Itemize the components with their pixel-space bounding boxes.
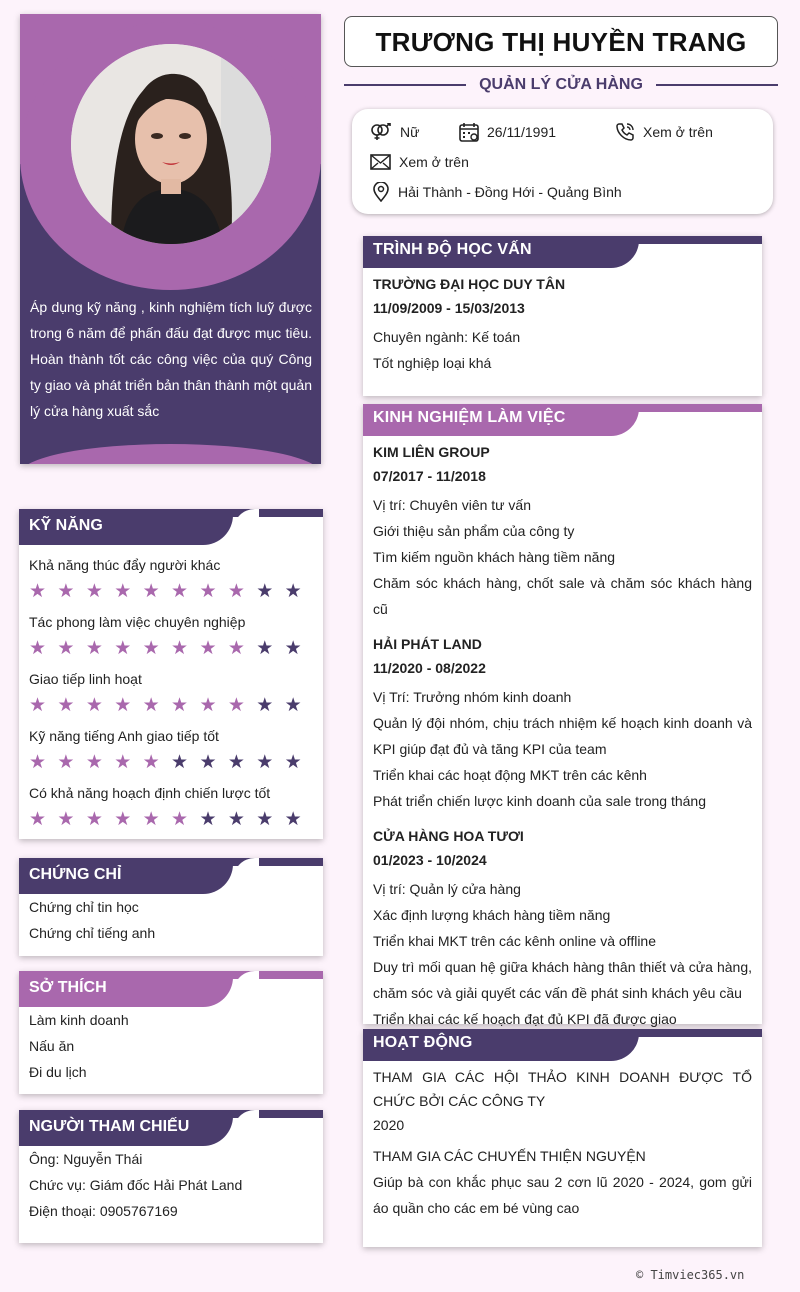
star-icon: ★: [29, 809, 47, 830]
position-row: [344, 74, 778, 96]
job-detail: Phát triển chiến lược kinh doanh của sale trong tháng: [373, 793, 706, 809]
school-name: TRƯỜNG ĐẠI HỌC DUY TÂN: [373, 276, 566, 292]
star-icon: ★: [57, 752, 75, 773]
references-title: NGƯỜI THAM CHIẾU: [29, 1118, 190, 1135]
skill-name: Kỹ năng tiếng Anh giao tiếp tốt: [29, 728, 219, 744]
job-detail: Giới thiệu sản phẩm của công ty: [373, 523, 575, 539]
star-icon: ★: [284, 695, 302, 716]
activities-title: HOẠT ĐỘNG: [373, 1034, 473, 1051]
star-icon: ★: [256, 581, 274, 602]
star-icon: ★: [114, 695, 132, 716]
star-icon: ★: [142, 809, 160, 830]
hobby-item: Làm kinh doanh: [29, 1012, 129, 1028]
education-detail: Tốt nghiệp loại khá: [373, 355, 492, 371]
star-icon: ★: [284, 581, 302, 602]
star-icon: ★: [142, 752, 160, 773]
job-dates: 01/2023 - 10/2024: [373, 852, 487, 868]
contact-address: [372, 181, 622, 203]
star-icon: ★: [85, 809, 103, 830]
job-detail: Vị trí: Chuyên viên tư vấn: [373, 497, 531, 513]
job-detail: Tìm kiếm nguồn khách hàng tiềm năng: [373, 549, 616, 565]
career-objective: Áp dụng kỹ năng , kinh nghiệm tích luỹ được trong 6 năm để phấn đấu đạt được mục tiêu. Hoàn thành tốt các công việc của quý Công ty giao và phát triển bản thân thành một quản lý cửa hàng xuất sắc: [30, 299, 312, 419]
references-section: [19, 1110, 323, 1243]
star-icon: ★: [256, 638, 274, 659]
skill-rating: [29, 810, 313, 830]
education-header: [363, 236, 762, 268]
job-detail: Triển khai các kế hoạch đạt đủ KPI đã được giao: [373, 1011, 677, 1027]
star-icon: ★: [199, 752, 217, 773]
education-section: [363, 236, 762, 396]
job-dates: 11/2020 - 08/2022: [373, 660, 486, 676]
job-detail: Vị trí: Quản lý cửa hàng: [373, 881, 521, 897]
skills-header: [19, 509, 323, 545]
star-icon: ★: [114, 752, 132, 773]
star-icon: ★: [227, 752, 245, 773]
star-icon: ★: [199, 638, 217, 659]
hobbies-title: SỞ THÍCH: [29, 979, 107, 996]
certificate-item: Chứng chỉ tin học: [29, 899, 139, 915]
contact-phone: [615, 121, 713, 143]
star-icon: ★: [284, 638, 302, 659]
star-icon: ★: [171, 752, 189, 773]
gender-value: Nữ: [400, 124, 420, 140]
education-dates: 11/09/2009 - 15/03/2013: [373, 300, 525, 316]
star-icon: ★: [227, 695, 245, 716]
experience-list: [363, 440, 762, 1032]
star-icon: ★: [142, 638, 160, 659]
star-icon: ★: [171, 695, 189, 716]
star-icon: ★: [284, 809, 302, 830]
job-company: HẢI PHÁT LAND: [373, 636, 482, 652]
job-detail: Duy trì mối quan hệ giữa khách hàng thân thiết và cửa hàng, chăm sóc và giải quyết các vấn đề phát sinh khách yêu cầu: [373, 959, 752, 1001]
star-icon: ★: [57, 581, 75, 602]
job-detail: Vị Trí: Trưởng nhóm kinh doanh: [373, 689, 572, 705]
education-title: TRÌNH ĐỘ HỌC VẤN: [373, 241, 532, 258]
skill-rating: [29, 582, 313, 602]
job-detail: Triển khai các hoạt động MKT trên các kênh: [373, 767, 647, 783]
star-icon: ★: [199, 581, 217, 602]
job-company: CỬA HÀNG HOA TƯƠI: [373, 828, 524, 844]
skills-list: [19, 545, 323, 830]
star-icon: ★: [85, 581, 103, 602]
star-icon: ★: [171, 638, 189, 659]
phone-value: Xem ở trên: [643, 124, 713, 140]
certificates-section: [19, 858, 323, 956]
certificates-header: [19, 858, 323, 894]
hobby-item: Đi du lịch: [29, 1064, 87, 1080]
star-icon: ★: [142, 695, 160, 716]
hobbies-section: [19, 971, 323, 1094]
avatar-photo-icon: [71, 44, 271, 244]
skill-rating: [29, 696, 313, 716]
star-icon: ★: [227, 809, 245, 830]
star-icon: ★: [57, 809, 75, 830]
experience-section: [363, 404, 762, 1027]
skill-name: Có khả năng hoạch định chiến lược tốt: [29, 785, 271, 801]
email-icon: [370, 154, 391, 170]
certificate-item: Chứng chỉ tiếng anh: [29, 925, 156, 941]
avatar: [71, 44, 271, 244]
watermark: © Timviec365.vn: [636, 1268, 745, 1282]
contact-gender: [370, 121, 419, 143]
job-detail: Quản lý đội nhóm, chịu trách nhiệm kế hoạch kinh doanh và KPI giúp đạt đủ và tăng KPI của team: [373, 715, 752, 757]
calendar-icon: [459, 122, 479, 142]
star-icon: ★: [199, 695, 217, 716]
star-icon: ★: [57, 638, 75, 659]
skill-name: Giao tiếp linh hoạt: [29, 671, 142, 687]
profile-card: [20, 14, 321, 464]
experience-title: KINH NGHIỆM LÀM VIỆC: [373, 409, 566, 426]
reference-phone: Điện thoại: 0905767169: [29, 1203, 178, 1219]
email-value: Xem ở trên: [399, 154, 469, 170]
activity-title: THAM GIA CÁC CHUYẾN THIỆN NGUYỆN: [373, 1148, 646, 1164]
star-icon: ★: [85, 638, 103, 659]
star-icon: ★: [284, 752, 302, 773]
job-detail: Xác định lượng khách hàng tiềm năng: [373, 907, 611, 923]
star-icon: ★: [142, 581, 160, 602]
candidate-name: TRƯƠNG THỊ HUYỀN TRANG: [344, 16, 778, 67]
activity-description: Giúp bà con khắc phục sau 2 cơn lũ 2020 - 2024, gom gửi áo quần cho các em bé vùng cao: [373, 1174, 752, 1216]
activity-title: THAM GIA CÁC HỘI THẢO KINH DOANH ĐƯỢC TỔ CHỨC BỞI CÁC CÔNG TY: [373, 1069, 752, 1109]
skills-title: KỸ NĂNG: [29, 517, 103, 534]
job-entry: [373, 824, 752, 1032]
position-title: QUẢN LÝ CỬA HÀNG: [479, 76, 643, 93]
location-pin-icon: [372, 182, 390, 202]
star-icon: ★: [29, 638, 47, 659]
star-icon: ★: [199, 809, 217, 830]
skills-section: [19, 509, 323, 839]
profile-card-bottom-arc: [20, 444, 321, 464]
star-icon: ★: [171, 809, 189, 830]
job-detail: Triển khai MKT trên các kênh online và offline: [373, 933, 657, 949]
star-icon: ★: [114, 581, 132, 602]
star-icon: ★: [29, 752, 47, 773]
hobbies-header: [19, 971, 323, 1007]
reference-position: Chức vụ: Giám đốc Hải Phát Land: [29, 1177, 243, 1193]
job-detail: Chăm sóc khách hàng, chốt sale và chăm sóc khách hàng cũ: [373, 575, 752, 617]
job-company: KIM LIÊN GROUP: [373, 444, 490, 460]
skill-rating: [29, 639, 313, 659]
contact-dob: [459, 121, 556, 143]
activity-date: 2020: [373, 1117, 405, 1133]
star-icon: ★: [114, 809, 132, 830]
contact-email: [370, 151, 469, 173]
star-icon: ★: [227, 638, 245, 659]
star-icon: ★: [85, 752, 103, 773]
star-icon: ★: [85, 695, 103, 716]
job-entry: [373, 440, 752, 622]
references-header: [19, 1110, 323, 1146]
star-icon: ★: [29, 695, 47, 716]
star-icon: ★: [227, 581, 245, 602]
job-entry: [373, 632, 752, 814]
star-icon: ★: [29, 581, 47, 602]
star-icon: ★: [114, 638, 132, 659]
address-value: Hải Thành - Đồng Hới - Quảng Bình: [398, 184, 622, 200]
education-detail: Chuyên ngành: Kế toán: [373, 329, 521, 345]
contact-box: [352, 109, 773, 214]
skill-name: Khả năng thúc đẩy người khác: [29, 557, 221, 573]
star-icon: ★: [171, 581, 189, 602]
gender-icon: [370, 123, 392, 141]
experience-header: [363, 404, 762, 436]
star-icon: ★: [256, 752, 274, 773]
dob-value: 26/11/1991: [487, 124, 557, 140]
activities-header: [363, 1029, 762, 1061]
skill-rating: [29, 753, 313, 773]
activities-section: [363, 1029, 762, 1247]
reference-name: Ông: Nguyễn Thái: [29, 1151, 143, 1167]
phone-icon: [615, 122, 635, 142]
certificates-title: CHỨNG CHỈ: [29, 866, 122, 883]
skill-name: Tác phong làm việc chuyên nghiệp: [29, 614, 246, 630]
star-icon: ★: [57, 695, 75, 716]
star-icon: ★: [256, 695, 274, 716]
hobby-item: Nấu ăn: [29, 1038, 75, 1054]
job-dates: 07/2017 - 11/2018: [373, 468, 486, 484]
star-icon: ★: [256, 809, 274, 830]
